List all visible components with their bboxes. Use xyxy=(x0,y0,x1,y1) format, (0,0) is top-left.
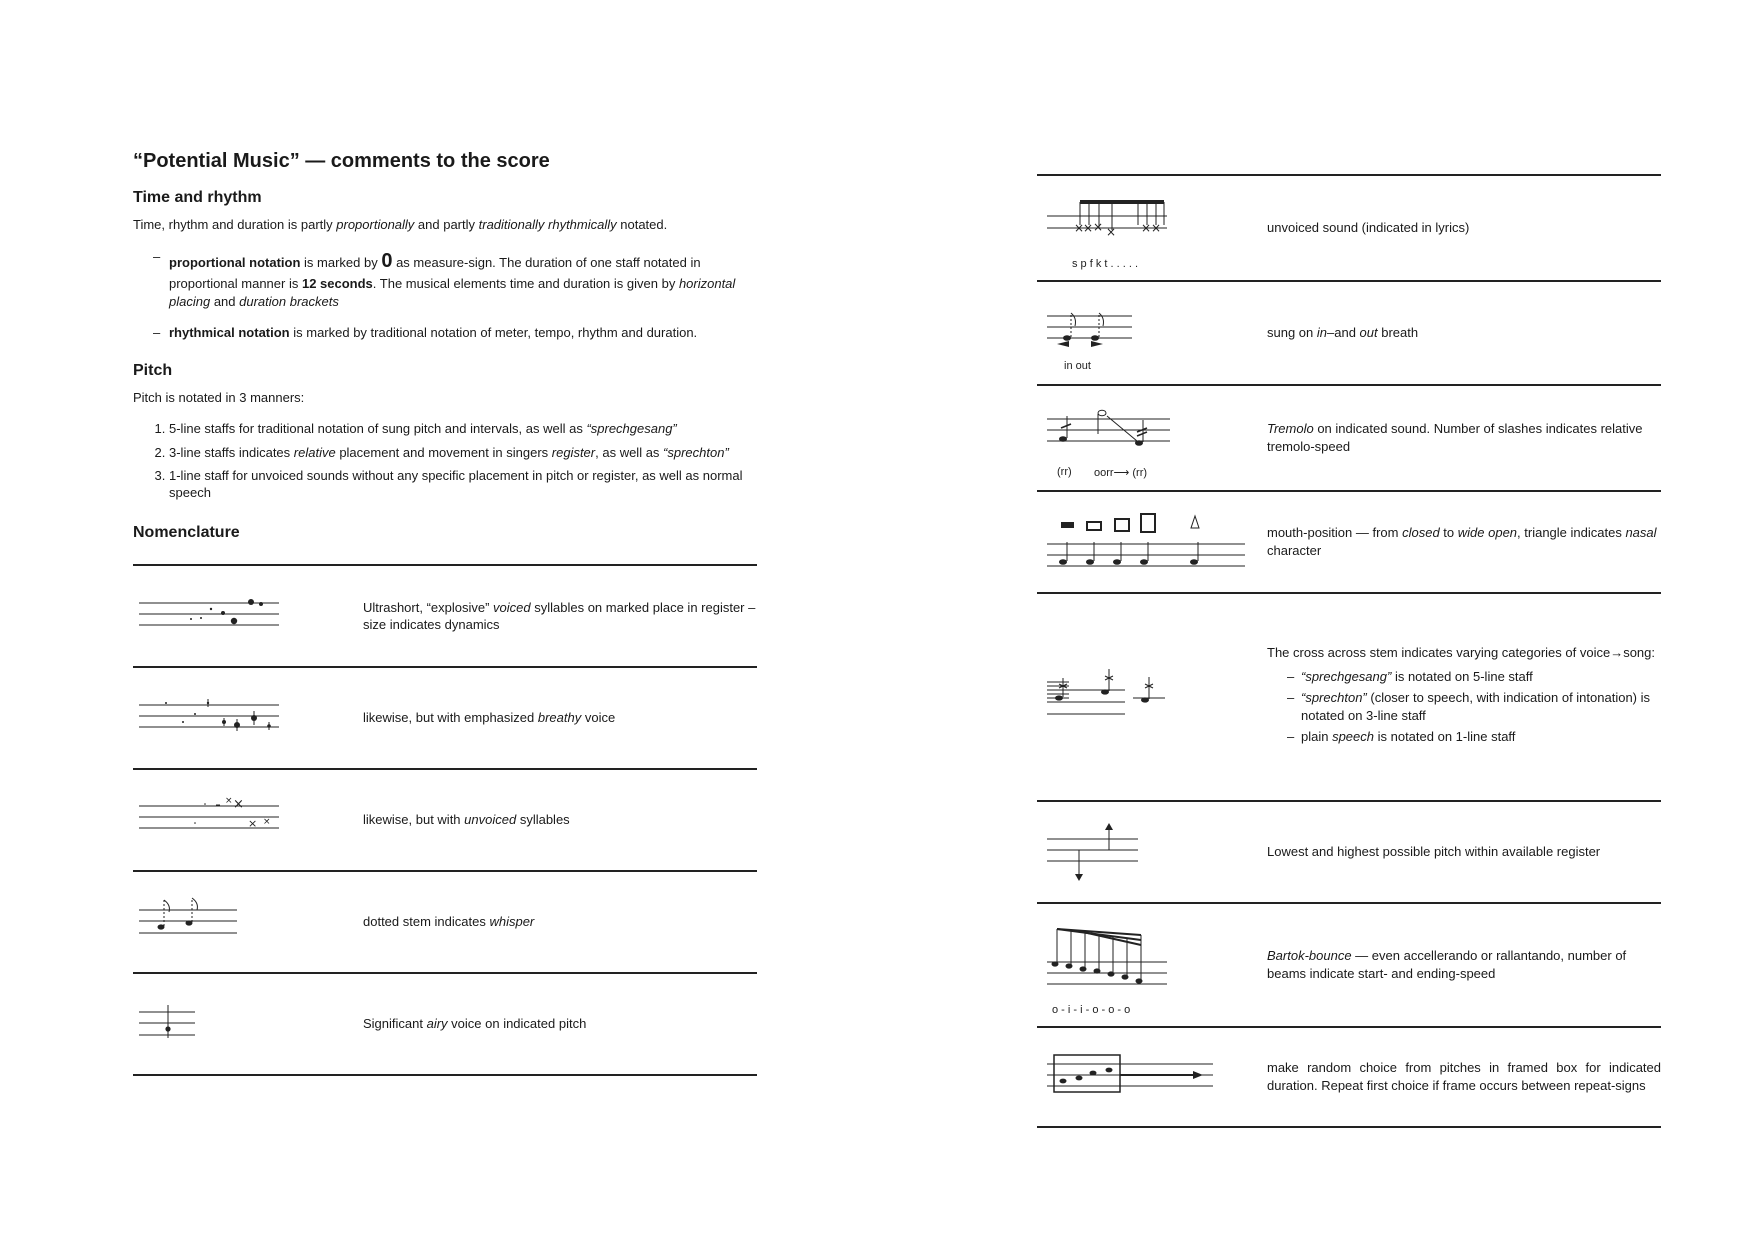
nomenclature-row-bartok xyxy=(1037,902,1661,1026)
pitch-list xyxy=(153,421,757,503)
nomenclature-heading: Nomenclature xyxy=(133,524,240,542)
proportional-notation-item: – proportional notation is marked by 0 as measure-sign. The duration of one staff notated in proportional manner is 12 seconds. The musical elements time and duration is given by horizontal placing and duration brackets xyxy=(153,248,757,310)
mouth-position-symbol xyxy=(1037,492,1267,592)
svg-text:×: × xyxy=(248,817,258,831)
notation-list xyxy=(153,248,757,342)
nomenclature-row-unvoiced xyxy=(133,768,757,870)
cross-stem-list xyxy=(1287,668,1661,746)
svg-text:×: × xyxy=(1093,220,1104,234)
pitch-item-2: 2. 3-line staffs indicates relative placement and movement in singers register, as well as “sprechton” xyxy=(169,445,757,462)
pitch-heading: Pitch xyxy=(133,361,173,379)
svg-text:×: × xyxy=(225,796,233,807)
nomenclature-row-random xyxy=(1037,1026,1661,1128)
left-column xyxy=(133,150,757,1076)
bartok-caption: o - i - i - o - o - o xyxy=(1052,1004,1131,1016)
range-description: Lowest and highest possible pitch within available register xyxy=(1267,844,1601,860)
bartok-bounce-symbol xyxy=(1037,904,1267,1026)
nomenclature-row-unvoiced-sound xyxy=(1037,174,1661,280)
svg-text:×: × xyxy=(1106,225,1117,239)
pitch-intro: Pitch is notated in 3 manners: xyxy=(133,389,305,405)
svg-text:×: × xyxy=(233,797,244,813)
nomenclature-row-explosive xyxy=(133,564,757,666)
breathy-symbol xyxy=(133,668,363,768)
unvoiced-sound-description: unvoiced sound (indicated in lyrics) xyxy=(1267,220,1470,236)
breath-caption: in out xyxy=(1064,360,1091,372)
tremolo-caption-end: oorr⟶ (rr) xyxy=(1094,467,1148,479)
random-choice-description: make random choice from pitches in framed box for indicated duration. Repeat first choice if frame occurs between repeat-signs xyxy=(1267,1060,1661,1093)
breath-symbol xyxy=(1037,282,1267,384)
unvoiced-sound-caption: s p f k t . . . . . xyxy=(1072,258,1139,270)
svg-text:×: × xyxy=(1083,221,1094,235)
cross-stem-intro: The cross across stem indicates varying categories of voice→song: xyxy=(1267,645,1656,661)
pitch-item-3: 3. 1-line staff for unvoiced sounds without any specific placement in pitch or register, as well as normal speech xyxy=(169,468,757,502)
tremolo-caption-start: (rr) xyxy=(1057,466,1072,478)
unvoiced-description: likewise, but with unvoiced syllables xyxy=(363,812,570,828)
unvoiced-syllables-symbol xyxy=(133,770,363,870)
svg-text:×: × xyxy=(1151,221,1162,235)
explosive-description: Ultrashort, “explosive” voiced syllables on marked place in register – size indicates dynamics xyxy=(363,599,756,633)
svg-text:×: × xyxy=(263,817,271,828)
breath-description: sung on in–and out breath xyxy=(1267,325,1419,341)
sprechton-item: – “sprechton” (closer to speech, with indication of intonation) is notated on 3-line staff xyxy=(1287,689,1661,724)
nomenclature-row-whisper xyxy=(133,870,757,972)
cross-stem-symbol xyxy=(1037,594,1267,800)
unvoiced-sound-symbol xyxy=(1037,176,1267,280)
explosive-symbol xyxy=(133,566,363,666)
cross-stem-description xyxy=(1267,644,1661,750)
breathy-description: likewise, but with emphasized breathy voice xyxy=(363,710,616,726)
random-choice-symbol xyxy=(1037,1028,1267,1126)
nomenclature-row-mouth xyxy=(1037,490,1661,592)
right-column xyxy=(1037,174,1661,1128)
range-symbol xyxy=(1037,802,1267,902)
nomenclature-row-cross xyxy=(1037,592,1661,800)
nomenclature-row-breath xyxy=(1037,280,1661,384)
tremolo-symbol xyxy=(1037,386,1267,490)
sprechgesang-item: – “sprechgesang” is notated on 5-line staff xyxy=(1287,668,1661,686)
airy-symbol xyxy=(133,974,363,1074)
whisper-description: dotted stem indicates whisper xyxy=(363,914,535,930)
pitch-item-1: 1. 5-line staffs for traditional notation of sung pitch and intervals, as well as “sprechgesang” xyxy=(169,421,757,438)
mouth-position-description: mouth-position — from closed to wide open, triangle indicates nasal character xyxy=(1267,525,1657,558)
time-rhythm-intro: Time, rhythm and duration is partly proportionally and partly traditionally rhythmically notated. xyxy=(133,217,668,232)
svg-text:×: × xyxy=(1141,221,1152,235)
whisper-symbol xyxy=(133,872,363,972)
svg-text:×: × xyxy=(1074,221,1085,235)
tremolo-description: Tremolo on indicated sound. Number of slashes indicates relative tremolo-speed xyxy=(1267,421,1643,454)
speech-item: – plain speech is notated on 1-line staff xyxy=(1287,728,1661,746)
nomenclature-row-tremolo xyxy=(1037,384,1661,490)
nomenclature-row-breathy xyxy=(133,666,757,768)
time-rhythm-heading: Time and rhythm xyxy=(133,189,262,206)
airy-description: Significant airy voice on indicated pitch xyxy=(363,1016,587,1032)
page-title: “Potential Music” — comments to the score xyxy=(133,150,550,172)
nomenclature-row-range xyxy=(1037,800,1661,902)
rhythmical-notation-item: – rhythmical notation is marked by traditional notation of meter, tempo, rhythm and duration. xyxy=(153,324,757,342)
bartok-description: Bartok-bounce — even accellerando or rallantando, number of beams indicate start- and ending-speed xyxy=(1267,948,1627,981)
nomenclature-row-airy xyxy=(133,972,757,1076)
